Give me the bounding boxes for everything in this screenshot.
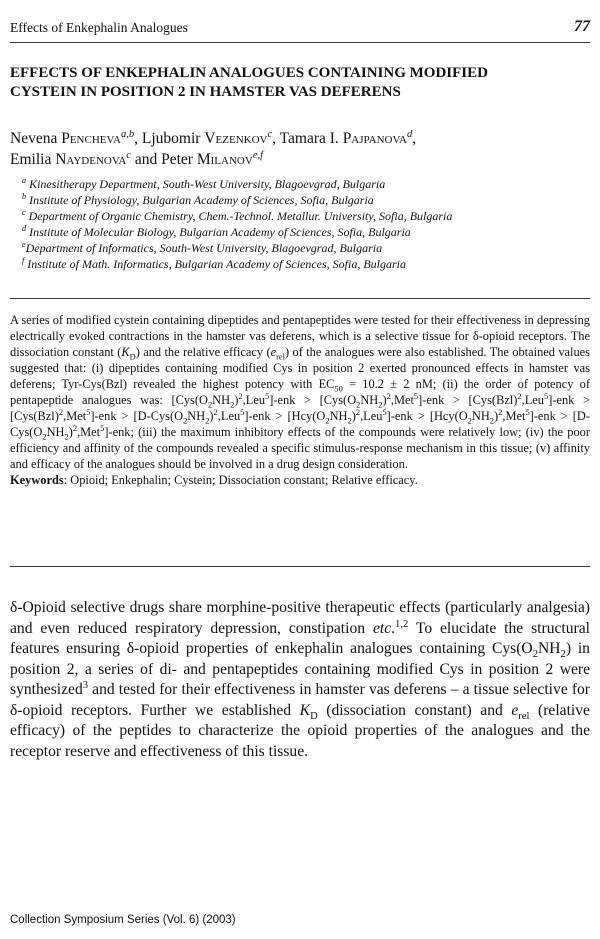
author-first-name: Ljubomir xyxy=(141,130,201,147)
header-rule xyxy=(10,42,590,43)
author-line-1 xyxy=(10,128,590,149)
author-last-name: Pajpanova xyxy=(342,130,407,147)
abstract-text: A series of modified cystein containing dipeptides and pentapeptides were tested for their effectiveness in depressing electrically evoked contractions in the hamster vas deferens, which is a selective tissue for δ-opioid receptors. The dissociation constant $(K_D)$ and the relative efficacy $(e_{rel})$ of the analogues were also established. The obtained values suggested that: (i) dipeptides containing modified Cys in position 2 exerted pronounced effects in hamster vas deferens; Tyr-Cys(Bzl) revealed the highest potency with $EC_{50} = 10.2 \pm 2$ nM; (ii) the order of potency of pentapeptide analogues was: $[Cys(O_2NH_2)^2,Leu^5]$-enk > $[Cys(O_2NH_2)^2,Met^5]$-enk > $[Cys(Bzl)^2,Leu^5]-enk > [Cys(Bzl)^2,Met^5]-enk > [D-Cys(O_2NH_2)^2,Leu^5]$-enk > $[Hcy(O_2NH_2)^2,Leu^5]$-enk > $[Hcy(O_2NH_2)^2,Met^5]$-enk > $[D-Cys(O_2NH_2)^2,Met^5]$-enk; (iii) the maximum inhibitory effects of the compounds were relatively low; (iv) the poor efficiency and affinity of the compounds revealed a specific stimulus-response mechanism in this tissue; (v) affinity and efficacy of the analogues should be involved in a drug design consideration. xyxy=(10,313,591,472)
abstract-bottom-rule xyxy=(10,566,590,567)
keywords xyxy=(10,472,590,488)
author-first-name: Tamara I. xyxy=(279,130,339,147)
author-sup: c xyxy=(267,128,273,140)
affiliation: $^e$Department of Informatics, South-West University, Blagoevgrad, Bulgaria xyxy=(22,240,383,255)
page-number: 77 xyxy=(574,18,590,35)
author-separator: and xyxy=(134,151,158,168)
author-first-name: Emilia xyxy=(10,151,52,168)
author-last-name: Naydenova xyxy=(55,151,127,168)
author-separator: , xyxy=(272,130,277,147)
author-sup: e,f xyxy=(252,149,264,161)
paper-page xyxy=(10,0,590,939)
author-separator: , xyxy=(412,130,417,147)
abstract xyxy=(10,312,590,489)
body-text xyxy=(10,598,590,762)
affiliation: $^a$ Kinesitherapy Department, South-West University, Blagoevgrad, Bulgaria xyxy=(22,176,386,191)
author-first-name: Nevena xyxy=(10,130,58,147)
author-last-name: Milanov xyxy=(196,151,253,168)
affiliation: $^b$ Institute of Physiology, Bulgarian Academy of Sciences, Sofia, Bulgaria xyxy=(22,192,374,207)
affiliation: $^c$ Department of Organic Chemistry, Chem.-Technol. Metallur. University, Sofia, Bulgaria xyxy=(22,208,453,223)
running-head xyxy=(10,20,590,38)
author-list xyxy=(10,128,590,170)
author-sup: d xyxy=(406,128,413,140)
affiliation: $^d$ Institute of Molecular Biology, Bulgarian Academy of Sciences, Sofia, Bulgaria xyxy=(22,224,411,239)
author-line-2 xyxy=(10,149,590,170)
author-last-name: Pencheva xyxy=(61,130,121,147)
author-first-name: Peter xyxy=(161,151,193,168)
paper-title xyxy=(10,64,590,102)
author-last-name: Vezenkov xyxy=(204,130,268,147)
body-paragraph: δ-Opioid selective drugs share morphine-positive therapeutic effects (particularly analgesia) and even reduced respiratory depression, constipation etc.$^{1,2}$ To elucidate the structural features ensuring δ-opioid properties of enkephalin analogues containing $Cys(O_2NH_2)$ in position 2, a series of di- and pentapeptides containing modified Cys in position 2 were synthesized$^3$ and tested for their effectiveness in hamster vas deferens – a tissue selective for δ-opioid receptors. Further we established $K_D$ (dissociation constant) and $e_{rel}$ (relative efficacy) of the peptides to characterize the opioid properties of the analogues and the receptor reserve and effectiveness of this tissue. xyxy=(10,599,590,760)
author-sup: c xyxy=(126,149,131,161)
title-line-1: EFFECTS OF ENKEPHALIN ANALOGUES CONTAINING MODIFIED xyxy=(10,65,488,81)
keywords-text: : Opioid; Enkephalin; Cystein; Dissociation constant; Relative efficacy. xyxy=(63,473,418,488)
affiliation-list xyxy=(22,176,590,272)
footer: Collection Symposium Series (Vol. 6) (2003) xyxy=(10,914,236,926)
running-head-title: Effects of Enkephalin Analogues xyxy=(10,20,188,35)
affiliation: $^f$ Institute of Math. Informatics, Bulgarian Academy of Sciences, Sofia, Bulgaria xyxy=(22,256,407,271)
keywords-label: Keywords xyxy=(10,473,64,488)
abstract-top-rule xyxy=(10,298,590,299)
author-separator: , xyxy=(134,130,139,147)
title-line-2: CYSTEIN IN POSITION 2 IN HAMSTER VAS DEFERENS xyxy=(10,84,401,100)
author-sup: a,b xyxy=(120,128,135,140)
